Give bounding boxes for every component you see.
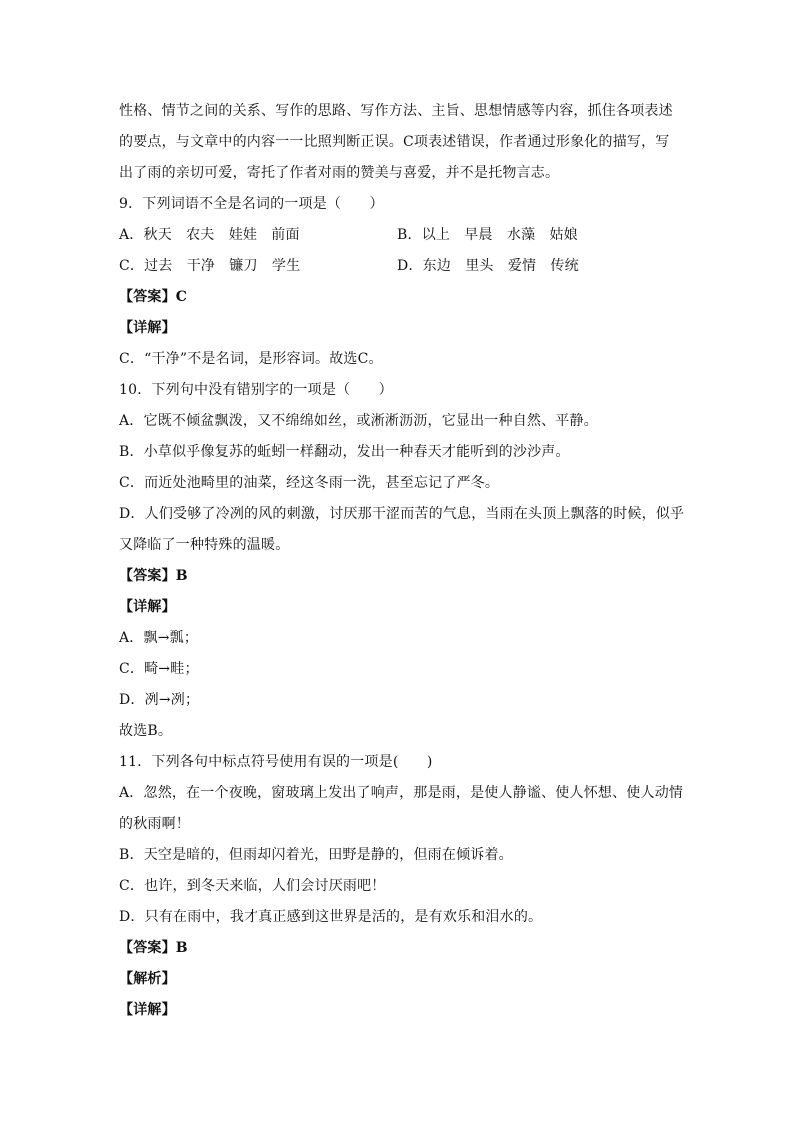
question-10-stem: 10．下列句中没有错别字的一项是（ ） <box>119 382 393 398</box>
question-10-option-d-line-1: D．人们受够了冷冽的风的刺激，讨厌那干涩而苦的气息，当雨在头顶上飘落的时候，似乎 <box>119 506 685 522</box>
question-9-detail: C．“干净”不是名词，是形容词。故选C。 <box>119 351 383 367</box>
question-9-option-c: C．过去 干净 镰刀 学生 <box>119 258 301 274</box>
question-10-detail-d: D．冽→冽； <box>119 692 200 708</box>
question-10-answer: 【答案】B <box>119 568 188 584</box>
question-11-option-d: D．只有在雨中，我才真正感到这世界是活的，是有欢乐和泪水的。 <box>119 909 543 925</box>
question-10-option-c: C．而近处池畸里的油菜，经这冬雨一洗，甚至忘记了严冬。 <box>119 475 500 491</box>
question-9-options-row-2 <box>119 251 679 282</box>
question-11-detail-label: 【详解】 <box>119 1002 176 1018</box>
question-11-option-c: C．也许，到冬天来临，人们会讨厌雨吧！ <box>119 878 386 894</box>
question-10-detail-label: 【详解】 <box>119 599 176 615</box>
question-9-option-a: A．秋天 农夫 娃娃 前面 <box>119 227 300 243</box>
document-body <box>119 96 685 1026</box>
intro-line-2: 的要点，与文章中的内容一一比照判断正误。C项表述错误，作者通过形象化的描写，写 <box>119 134 670 150</box>
question-9-detail-label: 【详解】 <box>119 320 176 336</box>
intro-line-1: 性格、情节之间的关系、写作的思路、写作方法、主旨、思想情感等内容，抓住各项表述 <box>119 103 673 119</box>
question-9-answer: 【答案】C <box>119 289 188 305</box>
question-9-stem: 9．下列词语不全是名词的一项是（ ） <box>119 196 384 212</box>
question-9-option-b: B．以上 早晨 水藻 姑娘 <box>397 227 578 243</box>
question-9-option-d: D．东边 里头 爱情 传统 <box>397 258 579 274</box>
question-11-analysis-label: 【解析】 <box>119 971 176 987</box>
question-11-option-a-line-1: A．忽然，在一个夜晚，窗玻璃上发出了响声，那是雨，是使人静谧、使人怀想、使人动情 <box>119 785 684 801</box>
intro-line-3: 出了雨的亲切可爱，寄托了作者对雨的赞美与喜爱，并不是托物言志。 <box>119 165 560 181</box>
question-11-stem: 11．下列各句中标点符号使用有误的一项是( ) <box>119 754 433 770</box>
question-10-option-a: A．它既不倾盆飘泼，又不绵绵如丝，或淅淅沥沥，它显出一种自然、平静。 <box>119 413 598 429</box>
question-10-option-d-line-2: 又降临了一种特殊的温暖。 <box>119 537 290 553</box>
question-11-option-a-line-2: 的秋雨啊！ <box>119 816 190 832</box>
question-11-answer: 【答案】B <box>119 940 188 956</box>
question-10-detail-c: C．畸→畦； <box>119 661 199 677</box>
question-10-conclusion: 故选B。 <box>119 723 173 739</box>
question-10-option-b: B．小草似乎像复苏的蚯蚓一样翻动，发出一种春天才能听到的沙沙声。 <box>119 444 570 460</box>
question-9-options-row-1 <box>119 220 679 251</box>
question-11-option-b: B．天空是暗的，但雨却闪着光，田野是静的，但雨在倾诉着。 <box>119 847 513 863</box>
question-10-detail-a: A．飘→瓢； <box>119 630 199 646</box>
